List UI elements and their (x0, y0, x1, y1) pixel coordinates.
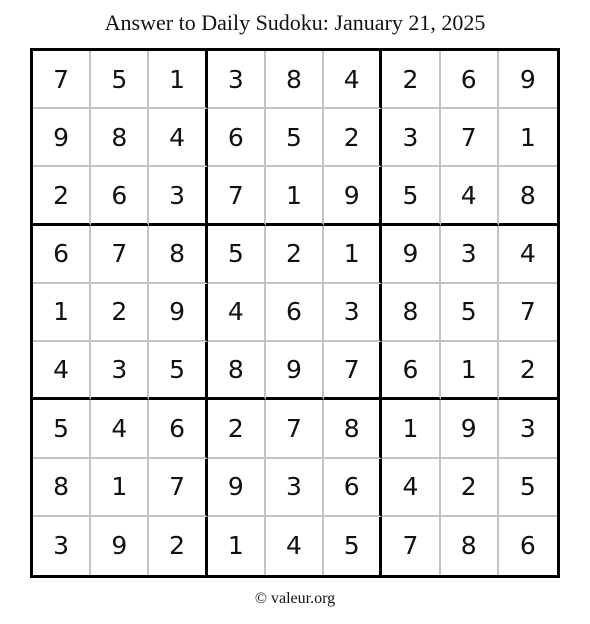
sudoku-cell: 7 (208, 167, 266, 225)
sudoku-cell: 6 (324, 459, 382, 517)
sudoku-cell: 7 (382, 517, 440, 575)
sudoku-cell: 2 (382, 51, 440, 109)
sudoku-cell: 4 (33, 342, 91, 400)
sudoku-cell: 6 (382, 342, 440, 400)
sudoku-cell: 3 (208, 51, 266, 109)
sudoku-grid (30, 48, 560, 578)
sudoku-cell: 8 (33, 459, 91, 517)
sudoku-cell: 5 (208, 226, 266, 284)
page-title: Answer to Daily Sudoku: January 21, 2025 (104, 10, 486, 35)
sudoku-cell: 8 (149, 226, 207, 284)
sudoku-cell: 2 (324, 109, 382, 167)
sudoku-cell: 1 (33, 284, 91, 342)
sudoku-cell: 4 (441, 167, 499, 225)
sudoku-cell: 4 (208, 284, 266, 342)
sudoku-cell: 5 (33, 400, 91, 458)
sudoku-cell: 3 (33, 517, 91, 575)
sudoku-cell: 7 (33, 51, 91, 109)
sudoku-cell: 8 (499, 167, 557, 225)
sudoku-cell: 2 (499, 342, 557, 400)
sudoku-cell: 3 (324, 284, 382, 342)
sudoku-cell: 8 (208, 342, 266, 400)
sudoku-cell: 6 (91, 167, 149, 225)
sudoku-cell: 4 (382, 459, 440, 517)
sudoku-cell: 8 (324, 400, 382, 458)
sudoku-cell: 6 (149, 400, 207, 458)
sudoku-cell: 5 (324, 517, 382, 575)
sudoku-cell: 2 (149, 517, 207, 575)
sudoku-cell: 7 (324, 342, 382, 400)
sudoku-cell: 7 (499, 284, 557, 342)
sudoku-cell: 9 (324, 167, 382, 225)
sudoku-cell: 1 (382, 400, 440, 458)
sudoku-cell: 1 (499, 109, 557, 167)
sudoku-cell: 7 (91, 226, 149, 284)
sudoku-cell: 5 (149, 342, 207, 400)
sudoku-cell: 9 (149, 284, 207, 342)
sudoku-cell: 5 (266, 109, 324, 167)
sudoku-cell: 9 (382, 226, 440, 284)
sudoku-cell: 8 (382, 284, 440, 342)
sudoku-cell: 3 (441, 226, 499, 284)
sudoku-cell: 9 (441, 400, 499, 458)
sudoku-cell: 3 (382, 109, 440, 167)
sudoku-cell: 7 (266, 400, 324, 458)
sudoku-cell: 7 (441, 109, 499, 167)
sudoku-cell: 6 (33, 226, 91, 284)
sudoku-cell: 8 (266, 51, 324, 109)
sudoku-cell: 6 (266, 284, 324, 342)
sudoku-cell: 4 (499, 226, 557, 284)
sudoku-cell: 7 (149, 459, 207, 517)
sudoku-cell: 5 (382, 167, 440, 225)
sudoku-cell: 9 (499, 51, 557, 109)
sudoku-cell: 4 (266, 517, 324, 575)
sudoku-cell: 9 (91, 517, 149, 575)
sudoku-cell: 9 (208, 459, 266, 517)
sudoku-cell: 1 (441, 342, 499, 400)
sudoku-cell: 6 (441, 51, 499, 109)
sudoku-cell: 1 (91, 459, 149, 517)
sudoku-cell: 2 (441, 459, 499, 517)
sudoku-cell: 2 (208, 400, 266, 458)
sudoku-cell: 4 (149, 109, 207, 167)
sudoku-cell: 2 (91, 284, 149, 342)
sudoku-cell: 5 (441, 284, 499, 342)
sudoku-cell: 9 (33, 109, 91, 167)
sudoku-cell: 4 (91, 400, 149, 458)
sudoku-cell: 1 (324, 226, 382, 284)
sudoku-cell: 1 (149, 51, 207, 109)
sudoku-cell: 3 (149, 167, 207, 225)
sudoku-cell: 3 (266, 459, 324, 517)
sudoku-cell: 6 (499, 517, 557, 575)
sudoku-cell: 6 (208, 109, 266, 167)
copyright-footer: © valeur.org (254, 590, 336, 607)
sudoku-cell: 1 (208, 517, 266, 575)
sudoku-cell: 8 (91, 109, 149, 167)
sudoku-cell: 4 (324, 51, 382, 109)
sudoku-cell: 3 (91, 342, 149, 400)
sudoku-cell: 8 (441, 517, 499, 575)
sudoku-cell: 9 (266, 342, 324, 400)
sudoku-cell: 1 (266, 167, 324, 225)
sudoku-cell: 5 (91, 51, 149, 109)
sudoku-cell: 2 (266, 226, 324, 284)
sudoku-cell: 5 (499, 459, 557, 517)
sudoku-cell: 3 (499, 400, 557, 458)
sudoku-cell: 2 (33, 167, 91, 225)
